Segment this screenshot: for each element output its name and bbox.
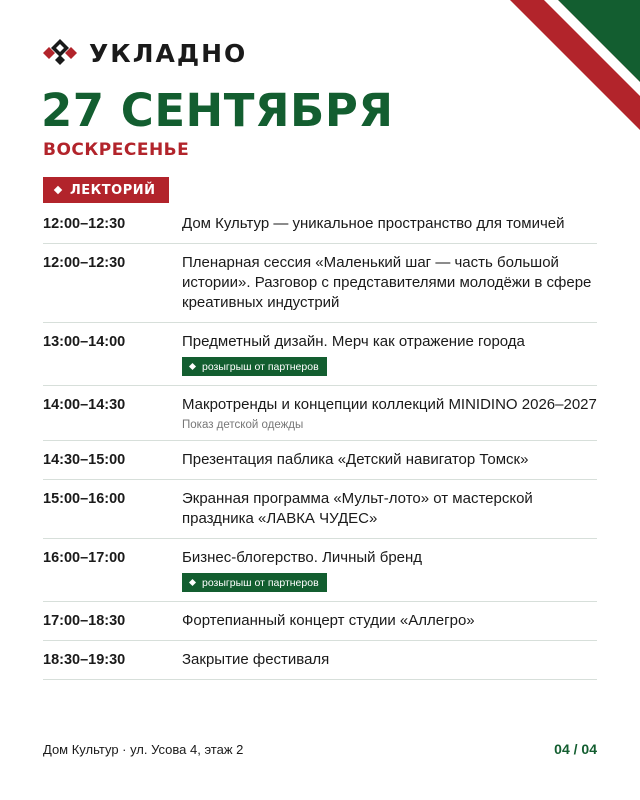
page-indicator: 04 / 04	[554, 741, 597, 757]
diamond-icon	[54, 186, 62, 194]
diamond-icon	[189, 363, 196, 370]
event-content	[182, 450, 597, 470]
ornament-logo-icon	[43, 38, 77, 68]
event-time: 15:00–16:00	[43, 491, 126, 507]
section-badge	[43, 177, 169, 203]
event-title: Презентация паблика «Детский навигатор Томск»	[182, 451, 529, 468]
schedule-row	[43, 641, 597, 680]
schedule-row	[43, 244, 597, 323]
event-content	[182, 214, 597, 234]
brand-logo	[43, 38, 247, 68]
event-time: 14:30–15:00	[43, 452, 126, 468]
event-title: Бизнес-блогерство. Личный бренд	[182, 549, 423, 566]
section-label: ЛЕКТОРИЙ	[70, 182, 156, 198]
schedule-list	[43, 205, 597, 680]
prize-badge	[182, 573, 327, 592]
event-content	[182, 253, 597, 313]
event-title: Макротренды и концепции коллекций MINIDINO 2026–2027	[182, 396, 597, 413]
event-title: Фортепианный концерт студии «Аллегро»	[182, 612, 475, 629]
schedule-row	[43, 323, 597, 386]
diamond-icon	[189, 579, 196, 586]
event-time: 14:00–14:30	[43, 397, 126, 413]
event-content	[182, 548, 597, 592]
prize-badge-label: розыгрыш от партнеров	[202, 360, 319, 373]
schedule-row	[43, 480, 597, 539]
weekday-label: ВОСКРЕСЕНЬЕ	[43, 140, 190, 160]
schedule-row	[43, 441, 597, 480]
schedule-row	[43, 386, 597, 441]
event-title: Закрытие фестиваля	[182, 651, 330, 668]
event-time: 12:00–12:30	[43, 216, 126, 232]
event-content	[182, 611, 597, 631]
footer-address: Дом Культур · ул. Усова 4, этаж 2	[43, 742, 244, 757]
event-content	[182, 332, 597, 376]
prize-badge	[182, 357, 327, 376]
event-content	[182, 395, 597, 431]
page-title: 27 СЕНТЯБРЯ	[41, 84, 394, 137]
event-time: 17:00–18:30	[43, 613, 126, 629]
event-time: 16:00–17:00	[43, 550, 126, 566]
event-content	[182, 650, 597, 670]
event-title: Пленарная сессия «Маленький шаг — часть большой истории». Разговор с представителями молодёжи в сфере креативных индустрий	[182, 254, 592, 311]
event-time: 13:00–14:00	[43, 334, 126, 350]
event-title: Предметный дизайн. Мерч как отражение города	[182, 333, 525, 350]
event-time: 12:00–12:30	[43, 255, 126, 271]
event-title: Экранная программа «Мульт-лото» от мастерской праздника «ЛАВКА ЧУДЕС»	[182, 490, 533, 527]
brand-name: УКЛАДНО	[89, 38, 248, 68]
event-content	[182, 489, 597, 529]
event-time: 18:30–19:30	[43, 652, 126, 668]
schedule-row	[43, 539, 597, 602]
event-title: Дом Культур — уникальное пространство для томичей	[182, 215, 565, 232]
corner-decoration	[510, 0, 640, 130]
schedule-row	[43, 602, 597, 641]
event-note: Показ детской одежды	[182, 419, 304, 431]
schedule-row	[43, 205, 597, 244]
prize-badge-label: розыгрыш от партнеров	[202, 576, 319, 589]
